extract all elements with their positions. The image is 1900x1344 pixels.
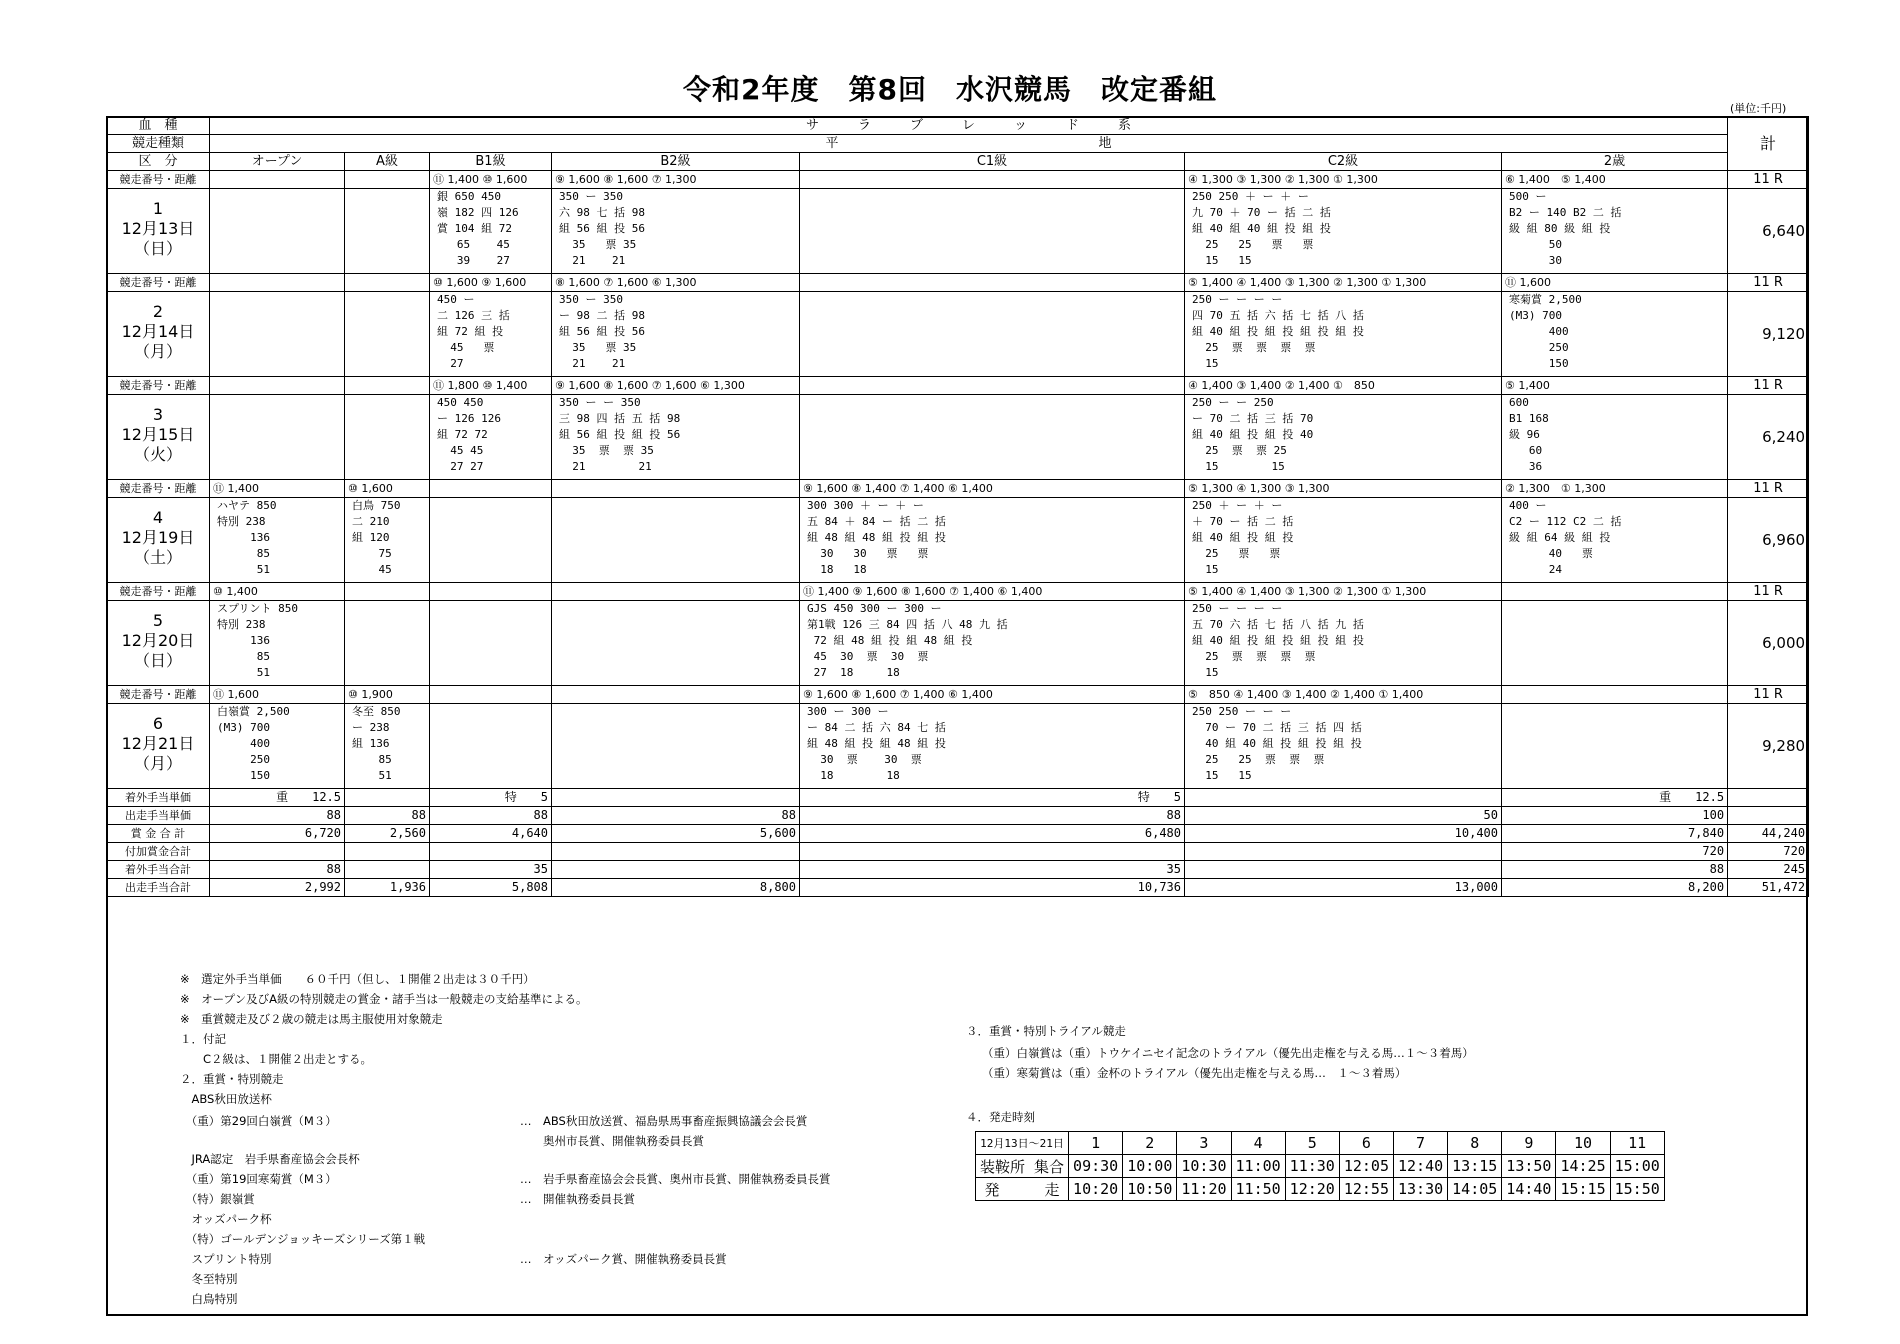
prize-cell	[210, 292, 345, 377]
start-time: 14:05	[1448, 1178, 1502, 1201]
prize-cell	[210, 189, 345, 274]
assembly-time: 11:30	[1285, 1155, 1339, 1178]
summary-value: 2,560	[345, 825, 430, 843]
prize-text: 250 ー ー 250 ー 70 二 括 三 括 70 組 40 組 投 組 投 40 25 票 票 25 15 15	[1192, 396, 1314, 473]
day-cell	[107, 498, 210, 583]
summary-value: 1,936	[345, 879, 430, 897]
trial-line: ４．発走時刻	[966, 1110, 1035, 1124]
note-line: ※ 選定外手当単価 ６０千円（但し、１開催２出走は３０千円）	[180, 972, 535, 986]
day-total: 6,240	[1728, 395, 1809, 480]
start-time: 10:20	[1069, 1178, 1123, 1201]
summary-value	[345, 789, 430, 807]
summary-total	[1728, 807, 1809, 825]
prize-text: 寒菊賞 2,500 (M3) 700 400 250 150	[1509, 293, 1582, 370]
race-distance: ⑨ 1,600 ⑧ 1,600 ⑦ 1,600 ⑥ 1,300	[552, 377, 800, 395]
prize-text: 450 ー 二 126 三 括 組 72 組 投 45 票 27	[437, 293, 510, 370]
summary-value: 6,720	[210, 825, 345, 843]
race-count: 11 R	[1728, 583, 1809, 601]
prize-cell	[1185, 601, 1502, 686]
assembly-time: 10:00	[1123, 1155, 1177, 1178]
prize-cell	[430, 601, 552, 686]
start-time: 12:20	[1285, 1178, 1339, 1201]
prize-cell	[430, 498, 552, 583]
race-label: 競走番号・距離	[107, 583, 210, 601]
note-line: 冬至特別	[180, 1272, 238, 1286]
race-label: 競走番号・距離	[107, 171, 210, 189]
race-label: 競走番号・距離	[107, 686, 210, 704]
note-prize-line: … 岩手県畜産協会会長賞、奥州市長賞、開催執務委員長賞	[520, 1172, 831, 1186]
race-number: 10	[1556, 1132, 1610, 1155]
race-count: 11 R	[1728, 480, 1809, 498]
note-prize-line: … ABS秋田放送賞、福島県馬事畜産振興協議会会長賞	[520, 1114, 808, 1128]
race-distance	[345, 377, 430, 395]
prize-text: 450 450 ー 126 126 組 72 72 45 45 27 27	[437, 396, 501, 473]
kyoso-value: 平 地	[210, 135, 1728, 153]
summary-value	[430, 843, 552, 861]
prize-text: 銀 650 450 嶺 182 四 126 賞 104 組 72 65 45 39 27	[437, 190, 519, 267]
prize-text: 250 250 ー ー ー 70 ー 70 二 括 三 括 四 括 40 組 40 組 投 組 投 組 投 25 25 票 票 票 15 15	[1192, 705, 1362, 782]
prize-cell	[1185, 292, 1502, 377]
note-line: ※ 重賞競走及び２歳の競走は馬主服使用対象競走	[180, 1012, 443, 1026]
class-header: C1級	[800, 153, 1185, 171]
race-distance	[1502, 583, 1728, 601]
race-number: 1	[1069, 1132, 1123, 1155]
prize-cell	[430, 189, 552, 274]
race-number: 8	[1448, 1132, 1502, 1155]
race-distance	[552, 583, 800, 601]
race-distance	[800, 274, 1185, 292]
race-label: 競走番号・距離	[107, 480, 210, 498]
note-line: （重）第29回白嶺賞（M３）	[180, 1114, 337, 1128]
race-count: 11 R	[1728, 377, 1809, 395]
summary-value: 重 12.5	[210, 789, 345, 807]
assembly-time: 13:15	[1448, 1155, 1502, 1178]
prize-text: 350 ー 350 ー 98 二 括 98 組 56 組 投 56 35 票 35 21 21	[559, 293, 645, 370]
prize-text: 350 ー ー 350 三 98 四 括 五 括 98 組 56 組 投 組 投 56 35 票 票 35 21 21	[559, 396, 681, 473]
prize-cell	[1502, 395, 1728, 480]
class-header: A級	[345, 153, 430, 171]
prize-cell	[800, 292, 1185, 377]
start-time: 11:20	[1177, 1178, 1231, 1201]
race-distance: ⑤ 1,300 ④ 1,300 ③ 1,300	[1185, 480, 1502, 498]
race-distance: ⑤ 1,400 ④ 1,400 ③ 1,300 ② 1,300 ① 1,300	[1185, 274, 1502, 292]
race-distance	[345, 583, 430, 601]
summary-value: 特 5	[430, 789, 552, 807]
race-distance: ⑪ 1,400 ⑩ 1,600	[430, 171, 552, 189]
total-header: 計	[1728, 117, 1809, 171]
race-number: 7	[1393, 1132, 1447, 1155]
prize-cell	[430, 395, 552, 480]
race-day: 1 12月13日 （日）	[121, 199, 195, 258]
trial-line: （重）白嶺賞は（重）トウケイニセイ記念のトライアル（優先出走権を与える馬…１～３着馬）	[982, 1046, 1474, 1060]
note-prize-line: … 開催執務委員長賞	[520, 1192, 635, 1206]
race-distance: ⑩ 1,600	[345, 480, 430, 498]
summary-value: 7,840	[1502, 825, 1728, 843]
summary-total: 51,472	[1728, 879, 1809, 897]
summary-value: 88	[1502, 861, 1728, 879]
summary-value: 88	[800, 807, 1185, 825]
race-number: 11	[1610, 1132, 1664, 1155]
note-line: ※ オープン及びA級の特別競走の賞金・諸手当は一般競走の支給基準による。	[180, 992, 588, 1006]
day-total: 9,120	[1728, 292, 1809, 377]
summary-value	[210, 843, 345, 861]
summary-total: 44,240	[1728, 825, 1809, 843]
prize-text: ハヤテ 850 特別 238 136 85 51	[217, 499, 277, 576]
race-distance	[210, 274, 345, 292]
prize-cell	[1185, 704, 1502, 789]
assembly-time: 12:40	[1393, 1155, 1447, 1178]
kyoso-label: 競走種類	[107, 135, 210, 153]
race-distance: ⑩ 1,600 ⑨ 1,600	[430, 274, 552, 292]
race-distance: ⑤ 1,400 ④ 1,400 ③ 1,300 ② 1,300 ① 1,300	[1185, 583, 1502, 601]
prize-cell	[552, 395, 800, 480]
summary-value: 100	[1502, 807, 1728, 825]
prize-text: スプリント 850 特別 238 136 85 51	[217, 602, 299, 679]
race-distance	[430, 686, 552, 704]
note-line: スプリント特別	[180, 1252, 272, 1266]
race-count: 11 R	[1728, 171, 1809, 189]
race-day: 4 12月19日 （土）	[121, 508, 195, 567]
summary-value: 13,000	[1185, 879, 1502, 897]
prize-cell	[345, 704, 430, 789]
assembly-time: 09:30	[1069, 1155, 1123, 1178]
note-line: ABS秋田放送杯	[180, 1092, 272, 1106]
race-distance: ② 1,300 ① 1,300	[1502, 480, 1728, 498]
start-label: 発 走	[976, 1178, 1069, 1201]
prize-cell	[1185, 189, 1502, 274]
summary-value: 88	[345, 807, 430, 825]
note-line: （重）第19回寒菊賞（M３）	[180, 1172, 337, 1186]
kubun-label: 区 分	[107, 153, 210, 171]
race-number: 6	[1339, 1132, 1393, 1155]
prize-text: 250 ＋ ー ＋ ー ＋ 70 ー 括 二 括 組 40 組 投 組 投 25 票 票 15	[1192, 499, 1294, 576]
assembly-time: 13:50	[1502, 1155, 1556, 1178]
summary-value: 6,480	[800, 825, 1185, 843]
note-line: JRA認定 岩手県畜産協会会長杯	[180, 1152, 360, 1166]
prize-cell	[210, 601, 345, 686]
prize-cell	[800, 395, 1185, 480]
race-distance	[552, 480, 800, 498]
prize-cell	[552, 601, 800, 686]
note-line: オッズパーク杯	[180, 1212, 272, 1226]
prize-cell	[1502, 189, 1728, 274]
race-distance	[430, 480, 552, 498]
assembly-time: 12:05	[1339, 1155, 1393, 1178]
start-time: 12:55	[1339, 1178, 1393, 1201]
prize-text: 600 B1 168 級 96 60 36	[1509, 396, 1549, 473]
prize-cell	[210, 498, 345, 583]
trial-line: （重）寒菊賞は（重）金杯のトライアル（優先出走権を与える馬… １～３着馬）	[982, 1066, 1407, 1080]
race-label: 競走番号・距離	[107, 377, 210, 395]
day-cell	[107, 601, 210, 686]
day-total: 6,960	[1728, 498, 1809, 583]
ketsu-label: 血 種	[107, 117, 210, 135]
race-distance	[552, 686, 800, 704]
start-time: 13:30	[1393, 1178, 1447, 1201]
summary-total	[1728, 789, 1809, 807]
assembly-time: 15:00	[1610, 1155, 1664, 1178]
race-distance: ⑨ 1,600 ⑧ 1,600 ⑦ 1,400 ⑥ 1,400	[800, 686, 1185, 704]
summary-value	[345, 843, 430, 861]
summary-label: 出走手当単価	[107, 807, 210, 825]
summary-value: 10,400	[1185, 825, 1502, 843]
race-distance: ⑥ 1,400 ⑤ 1,400	[1502, 171, 1728, 189]
race-distance: ④ 1,300 ③ 1,300 ② 1,300 ① 1,300	[1185, 171, 1502, 189]
prize-text: 250 250 ＋ ー ＋ ー 九 70 ＋ 70 ー 括 二 括 組 40 組 40 組 投 組 投 25 25 票 票 15 15	[1192, 190, 1331, 267]
prize-cell	[800, 189, 1185, 274]
prize-cell	[552, 292, 800, 377]
summary-value: 5,600	[552, 825, 800, 843]
race-distance	[800, 377, 1185, 395]
summary-value: 5,808	[430, 879, 552, 897]
summary-value	[552, 843, 800, 861]
unit-label: (単位:千円)	[1730, 102, 1787, 115]
race-count: 11 R	[1728, 686, 1809, 704]
race-distance	[210, 171, 345, 189]
summary-label: 賞 金 合 計	[107, 825, 210, 843]
class-header: オープン	[210, 153, 345, 171]
race-distance: ⑨ 1,600 ⑧ 1,400 ⑦ 1,400 ⑥ 1,400	[800, 480, 1185, 498]
day-cell	[107, 189, 210, 274]
summary-value: 88	[210, 807, 345, 825]
start-time-table	[975, 1131, 1665, 1201]
prize-cell	[345, 498, 430, 583]
summary-value: 50	[1185, 807, 1502, 825]
prize-text: 300 300 ＋ ー ＋ ー 五 84 ＋ 84 ー 括 二 括 組 48 組 48 組 投 組 投 30 30 票 票 18 18	[807, 499, 946, 576]
summary-value: 35	[430, 861, 552, 879]
race-distance: ⑧ 1,600 ⑦ 1,600 ⑥ 1,300	[552, 274, 800, 292]
prize-cell	[430, 292, 552, 377]
note-prize-line: 奥州市長賞、開催執務委員長賞	[520, 1134, 704, 1148]
race-distance	[210, 377, 345, 395]
assembly-time: 14:25	[1556, 1155, 1610, 1178]
prize-cell	[1185, 395, 1502, 480]
day-cell	[107, 395, 210, 480]
summary-value: 88	[430, 807, 552, 825]
prize-cell	[1502, 704, 1728, 789]
summary-label: 付加賞金合計	[107, 843, 210, 861]
race-distance	[345, 274, 430, 292]
prize-text: 250 ー ー ー ー 五 70 六 括 七 括 八 括 九 括 組 40 組 投 組 投 組 投 組 投 25 票 票 票 票 15	[1192, 602, 1364, 679]
summary-value: 88	[552, 807, 800, 825]
note-line: ２．重賞・特別競走	[180, 1072, 284, 1086]
class-header: C2級	[1185, 153, 1502, 171]
note-line: 白鳥特別	[180, 1292, 238, 1306]
summary-value: 35	[800, 861, 1185, 879]
summary-value: 720	[1502, 843, 1728, 861]
race-label: 競走番号・距離	[107, 274, 210, 292]
prize-cell	[345, 601, 430, 686]
prize-cell	[552, 704, 800, 789]
race-distance	[800, 171, 1185, 189]
ketsu-value: サ ラ ブ レ ッ ド 系	[210, 117, 1728, 135]
note-line: １．付記	[180, 1032, 226, 1046]
summary-value: 88	[210, 861, 345, 879]
note-line: （特）ゴールデンジョッキーズシリーズ第１戦	[180, 1232, 426, 1246]
race-day: 5 12月20日 （日）	[121, 611, 195, 670]
start-time: 14:40	[1502, 1178, 1556, 1201]
schedule-table	[106, 116, 1809, 897]
prize-cell	[552, 498, 800, 583]
race-distance: ⑩ 1,900	[345, 686, 430, 704]
summary-value	[800, 843, 1185, 861]
prize-cell	[800, 704, 1185, 789]
race-distance: ④ 1,400 ③ 1,400 ② 1,400 ① 850	[1185, 377, 1502, 395]
start-time: 15:15	[1556, 1178, 1610, 1201]
summary-value: 8,800	[552, 879, 800, 897]
summary-label: 出走手当合計	[107, 879, 210, 897]
note-line: （特）銀嶺賞	[180, 1192, 255, 1206]
race-distance: ⑤ 1,400	[1502, 377, 1728, 395]
class-header: B2級	[552, 153, 800, 171]
summary-value	[552, 789, 800, 807]
summary-value: 4,640	[430, 825, 552, 843]
prize-cell	[1502, 601, 1728, 686]
prize-text: 300 ー 300 ー ー 84 二 括 六 84 七 括 組 48 組 投 組 48 組 投 30 票 30 票 18 18	[807, 705, 946, 782]
race-distance	[1502, 686, 1728, 704]
prize-cell	[800, 601, 1185, 686]
race-distance: ⑤ 850 ④ 1,400 ③ 1,400 ② 1,400 ① 1,400	[1185, 686, 1502, 704]
prize-cell	[210, 704, 345, 789]
race-day: 6 12月21日 （月）	[121, 714, 195, 773]
prize-text: 500 ー B2 ー 140 B2 二 括 級 組 80 級 組 投 50 30	[1509, 190, 1622, 267]
race-distance	[430, 583, 552, 601]
race-distance: ⑪ 1,600	[1502, 274, 1728, 292]
prize-text: 白嶺賞 2,500 (M3) 700 400 250 150	[217, 705, 290, 782]
prize-text: 白鳥 750 二 210 組 120 75 45	[352, 499, 401, 576]
summary-value	[552, 861, 800, 879]
prize-text: 350 ー 350 六 98 七 括 98 組 56 組 投 56 35 票 35 21 21	[559, 190, 645, 267]
summary-value	[1185, 861, 1502, 879]
summary-total: 245	[1728, 861, 1809, 879]
class-header: 2歳	[1502, 153, 1728, 171]
summary-value	[1185, 789, 1502, 807]
day-cell	[107, 292, 210, 377]
prize-text: 400 ー C2 ー 112 C2 二 括 級 組 64 級 組 投 40 票 24	[1509, 499, 1622, 576]
assembly-time: 11:00	[1231, 1155, 1285, 1178]
start-time: 15:50	[1610, 1178, 1664, 1201]
race-distance: ⑪ 1,400 ⑨ 1,600 ⑧ 1,600 ⑦ 1,400 ⑥ 1,400	[800, 583, 1185, 601]
summary-value	[345, 861, 430, 879]
prize-cell	[1185, 498, 1502, 583]
race-distance: ⑪ 1,800 ⑩ 1,400	[430, 377, 552, 395]
page-title: 令和2年度 第8回 水沢競馬 改定番組	[683, 73, 1217, 106]
note-line: C２級は、１開催２出走とする。	[180, 1052, 373, 1066]
race-distance: ⑩ 1,400	[210, 583, 345, 601]
day-total: 9,280	[1728, 704, 1809, 789]
summary-value: 特 5	[800, 789, 1185, 807]
assembly-label: 装鞍所 集合	[976, 1155, 1069, 1178]
prize-cell	[552, 189, 800, 274]
note-prize-line: … オッズパーク賞、開催執務委員長賞	[520, 1252, 727, 1266]
race-number: 3	[1177, 1132, 1231, 1155]
race-number: 2	[1123, 1132, 1177, 1155]
day-cell	[107, 704, 210, 789]
time-period: 12月13日～21日	[976, 1132, 1069, 1155]
summary-value: 2,992	[210, 879, 345, 897]
day-total: 6,000	[1728, 601, 1809, 686]
class-header: B1級	[430, 153, 552, 171]
prize-cell	[1502, 292, 1728, 377]
summary-value: 10,736	[800, 879, 1185, 897]
prize-text: 250 ー ー ー ー 四 70 五 括 六 括 七 括 八 括 組 40 組 投 組 投 組 投 組 投 25 票 票 票 票 15	[1192, 293, 1364, 370]
race-distance: ⑨ 1,600 ⑧ 1,600 ⑦ 1,300	[552, 171, 800, 189]
summary-label: 着外手当単価	[107, 789, 210, 807]
summary-value: 8,200	[1502, 879, 1728, 897]
race-distance	[345, 171, 430, 189]
race-day: 2 12月14日 （月）	[121, 302, 195, 361]
prize-text: GJS 450 300 ー 300 ー 第1戦 126 三 84 四 括 八 48 九 括 72 組 48 組 投 組 48 組 投 45 30 票 30 票 27 18 18	[807, 602, 1008, 679]
race-number: 9	[1502, 1132, 1556, 1155]
prize-text: 冬至 850 ー 238 組 136 85 51	[352, 705, 401, 782]
prize-cell	[430, 704, 552, 789]
trial-line: ３．重賞・特別トライアル競走	[966, 1024, 1126, 1038]
start-time: 10:50	[1123, 1178, 1177, 1201]
race-day: 3 12月15日 （火）	[121, 405, 195, 464]
prize-cell	[800, 498, 1185, 583]
prize-cell	[345, 395, 430, 480]
race-number: 4	[1231, 1132, 1285, 1155]
summary-value	[1185, 843, 1502, 861]
summary-value: 重 12.5	[1502, 789, 1728, 807]
summary-label: 着外手当合計	[107, 861, 210, 879]
start-time: 11:50	[1231, 1178, 1285, 1201]
race-number: 5	[1285, 1132, 1339, 1155]
summary-total: 720	[1728, 843, 1809, 861]
race-distance: ⑪ 1,600	[210, 686, 345, 704]
prize-cell	[210, 395, 345, 480]
race-distance: ⑪ 1,400	[210, 480, 345, 498]
prize-cell	[345, 292, 430, 377]
race-count: 11 R	[1728, 274, 1809, 292]
assembly-time: 10:30	[1177, 1155, 1231, 1178]
prize-cell	[1502, 498, 1728, 583]
prize-cell	[345, 189, 430, 274]
day-total: 6,640	[1728, 189, 1809, 274]
